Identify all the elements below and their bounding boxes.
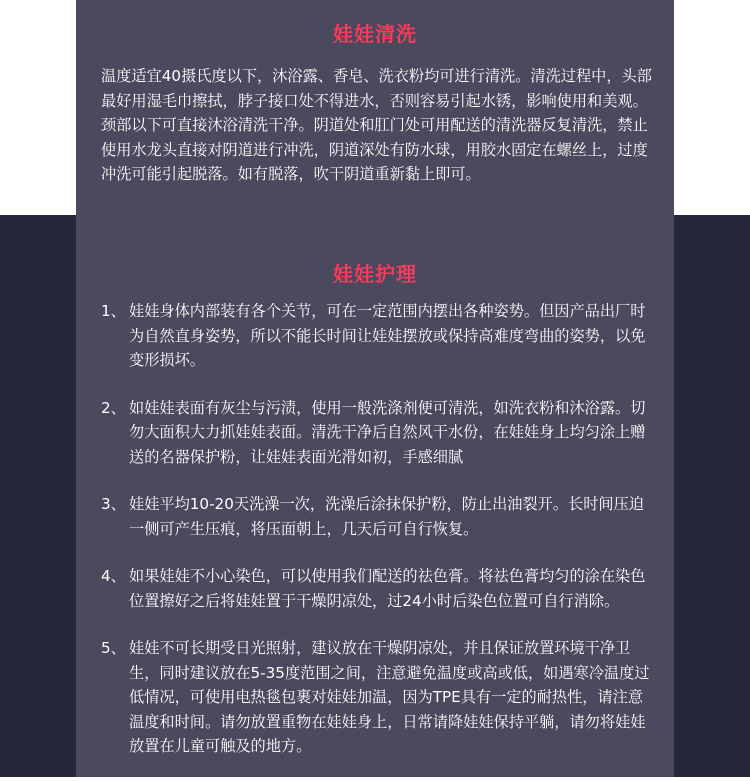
content-panel: [76, 0, 674, 777]
care-item: [101, 396, 656, 470]
section-title-cleaning: 娃娃清洗: [333, 22, 417, 46]
care-item-text: 娃娃不可长期受日光照射，建议放在干燥阴凉处，并且保证放置环境干净卫生，同时建议放在5-35度范围之间，注意避免温度或高或低，如遇寒冷温度过低情况，可使用电热毯包裹对娃娃加温，因为TPE具有一定的耐热性，请注意温度和时间。请勿放置重物在娃娃身上，日常请降娃娃保持平躺，请勿将娃娃放置在儿童可触及的地方。: [129, 639, 650, 755]
care-item-number: 4、: [101, 567, 126, 585]
care-list: [101, 299, 656, 782]
care-item-text: 如娃娃表面有灰尘与污渍，使用一般洗涤剂便可清洗，如洗衣粉和沐浴露。切勿大面积大力抓娃娃表面。清洗干净后自然风干水份，在娃娃身上均匀涂上赠送的名器保护粉，让娃娃表面光滑如初，手感细腻: [129, 398, 646, 466]
care-item-text: 娃娃身体内部装有各个关节，可在一定范围内摆出各种姿势。但因产品出厂时为自然直身姿势，所以不能长时间让娃娃摆放或保持高难度弯曲的姿势，以免变形损坏。: [129, 302, 646, 369]
section-title-care: 娃娃护理: [333, 262, 417, 286]
care-item-number: 2、: [101, 398, 126, 417]
care-item-number: 1、: [101, 302, 126, 320]
care-item-text: 娃娃平均10-20天洗澡一次，洗澡后涂抹保护粉，防止出油裂开。长时间压迫一侧可产生压痕，将压面朝上，几天后可自行恢复。: [129, 495, 644, 538]
care-item: [101, 636, 656, 759]
care-item-number: 3、: [101, 495, 126, 513]
care-item-text: 如果娃娃不小心染色，可以使用我们配送的祛色膏。将祛色膏均匀的涂在染色位置擦好之后将娃娃置于干燥阴凉处，过24小时后染色位置可自行消除。: [129, 567, 646, 610]
care-item: [101, 492, 656, 541]
care-item: [101, 564, 656, 613]
care-item-number: 5、: [101, 639, 126, 657]
cleaning-paragraph: 温度适宜40摄氏度以下，沐浴露、香皂、洗衣粉均可进行清洗。清洗过程中，头部最好用湿毛巾擦拭，脖子接口处不得进水，否则容易引起水锈，影响使用和美观。颈部以下可直接沐浴清洗干净。阴道处和肛门处可用配送的清洗器反复清洗，禁止使用水龙头直接对阴道进行冲洗，阴道深处有防水球，用胶水固定在螺丝上，过度冲洗可能引起脱落。如有脱落，吹干阴道重新黏上即可。: [101, 67, 652, 183]
care-item: [101, 299, 656, 373]
